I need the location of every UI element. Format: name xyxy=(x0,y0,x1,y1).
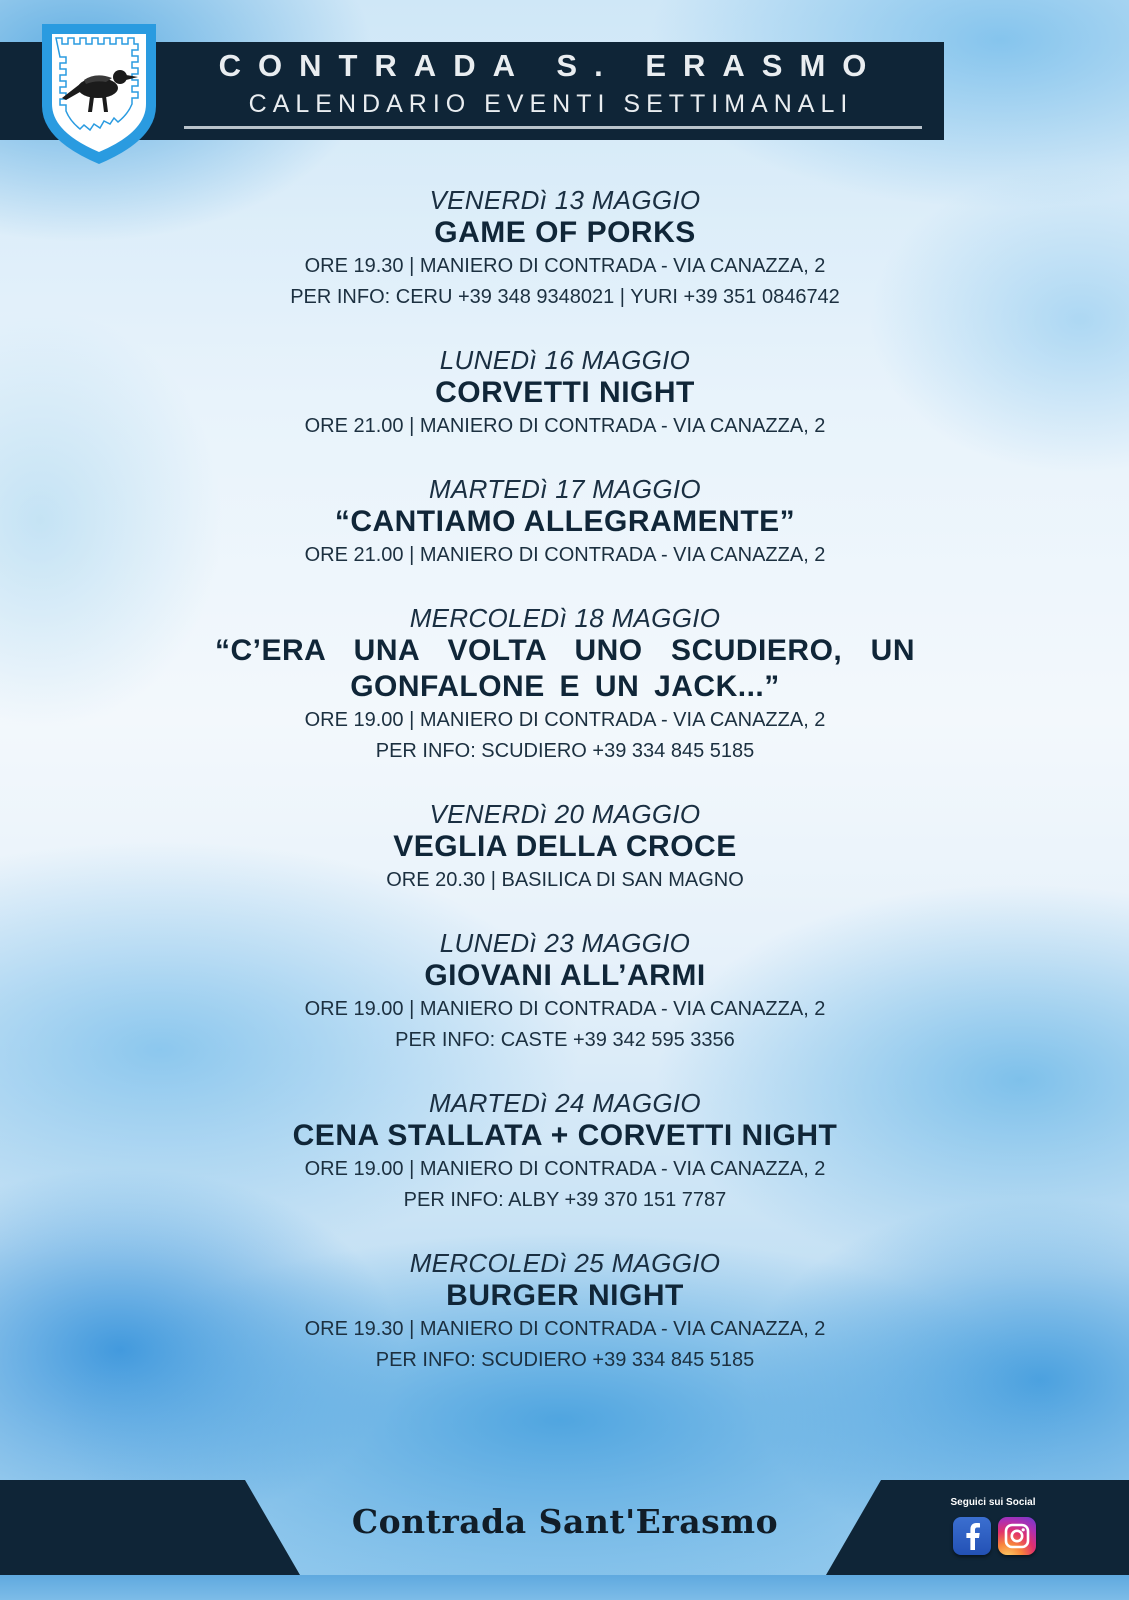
page-subtitle: CALENDARIO EVENTI SETTIMANALI xyxy=(248,90,854,118)
event-details: ORE 21.00 | MANIERO DI CONTRADA - VIA CANAZZA, 2 xyxy=(304,544,826,566)
event-item xyxy=(160,928,970,1056)
footer-brand: Contrada Sant'Erasmo xyxy=(351,1502,779,1541)
event-title: CENA STALLATA + CORVETTI NIGHT xyxy=(292,1119,838,1152)
event-details: ORE 19.00 | MANIERO DI CONTRADA - VIA CANAZZA, 2 xyxy=(304,998,826,1020)
header-divider xyxy=(184,126,922,129)
event-details: ORE 20.30 | BASILICA DI SAN MAGNO xyxy=(386,869,744,891)
footer-band-left xyxy=(0,1480,300,1575)
event-title: “CANTIAMO ALLEGRAMENTE” xyxy=(334,505,796,538)
event-date: LUNEDì 16 MAGGIO xyxy=(439,345,691,375)
event-item xyxy=(160,474,970,571)
event-info: PER INFO: CASTE +39 342 595 3356 xyxy=(395,1029,735,1051)
event-title: CORVETTI NIGHT xyxy=(435,376,695,409)
event-info: PER INFO: SCUDIERO +39 334 845 5185 xyxy=(375,740,755,762)
event-title: VEGLIA DELLA CROCE xyxy=(393,830,737,863)
event-date: MARTEDì 17 MAGGIO xyxy=(429,474,701,504)
event-info: PER INFO: ALBY +39 370 151 7787 xyxy=(403,1189,727,1211)
event-details: ORE 21.00 | MANIERO DI CONTRADA - VIA CANAZZA, 2 xyxy=(304,415,826,437)
event-list xyxy=(160,185,970,1408)
event-date: VENERDì 20 MAGGIO xyxy=(429,799,701,829)
event-info: PER INFO: SCUDIERO +39 334 845 5185 xyxy=(375,1349,755,1371)
event-details: ORE 19.30 | MANIERO DI CONTRADA - VIA CANAZZA, 2 xyxy=(304,255,826,277)
event-item xyxy=(160,799,970,896)
event-item xyxy=(160,1088,970,1216)
event-title: GAME OF PORKS xyxy=(434,216,696,249)
event-title: “C’ERA UNA VOLTA UNO SCUDIERO, UN GONFALONE E UN JACK...” xyxy=(215,634,915,703)
event-info: PER INFO: CERU +39 348 9348021 | YURI +39 351 0846742 xyxy=(290,286,840,308)
event-details: ORE 19.30 | MANIERO DI CONTRADA - VIA CANAZZA, 2 xyxy=(304,1318,826,1340)
event-details: ORE 19.00 | MANIERO DI CONTRADA - VIA CANAZZA, 2 xyxy=(304,709,826,731)
facebook-icon[interactable] xyxy=(953,1517,991,1555)
event-date: MARTEDì 24 MAGGIO xyxy=(429,1088,701,1118)
event-item xyxy=(160,345,970,442)
event-title: BURGER NIGHT xyxy=(446,1279,684,1312)
footer-strip xyxy=(0,1575,1129,1600)
event-date: LUNEDì 23 MAGGIO xyxy=(439,928,691,958)
event-item xyxy=(160,185,970,313)
event-details: ORE 19.00 | MANIERO DI CONTRADA - VIA CANAZZA, 2 xyxy=(304,1158,826,1180)
event-date: VENERDì 13 MAGGIO xyxy=(429,185,701,215)
event-date: MERCOLEDì 25 MAGGIO xyxy=(409,1248,721,1278)
event-date: MERCOLEDì 18 MAGGIO xyxy=(409,603,721,633)
event-title: GIOVANI ALL’ARMI xyxy=(424,959,706,992)
instagram-icon[interactable] xyxy=(998,1517,1036,1555)
event-item xyxy=(160,603,970,767)
page-title: CONTRADA S. ERASMO xyxy=(218,48,884,83)
social-label: Seguici sui Social xyxy=(950,1497,1036,1508)
crow-shield-icon xyxy=(40,22,158,166)
event-item xyxy=(160,1248,970,1376)
